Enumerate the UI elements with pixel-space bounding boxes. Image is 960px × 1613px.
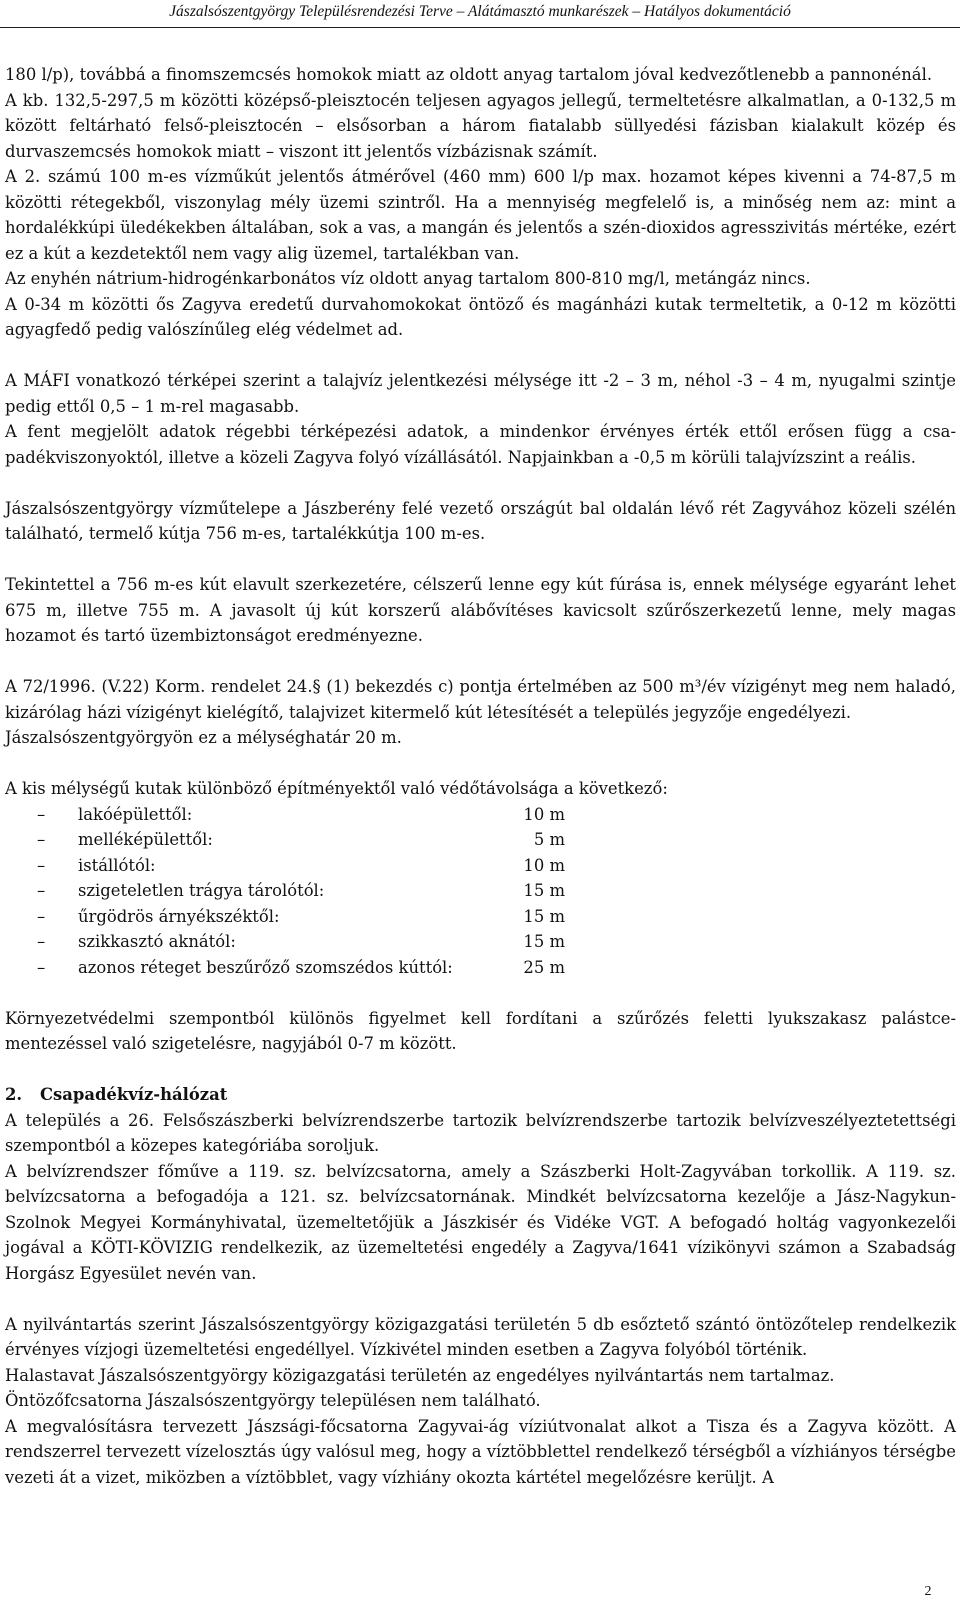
spacer <box>5 751 956 777</box>
paragraph: Jászalsószentgyörgyön ez a mélységhatár 20 m. <box>5 728 402 747</box>
list-dash: – <box>37 881 46 900</box>
paragraph: A belvízrendszer főműve a 119. sz. belvízcsatorna, amely a Szászberki Holt-Zagyvában torkollik. A 119. sz. belvízcsatorna a befogadója a 121. sz. belvízcsatornának. Mindkét belvízcsatorna kezelője a Jász-Nagykun-Szolnok Megyei Kormányhivatal, üzemeltetőjük a Jászkisér és Vidéke VGT. A befogadó holtág vagyonkezelői jogával a KÖTI-KÖVIZIG rendelkezik, az üzemeltetési engedély a Zagyva/1641 vízikönyvi számon a Szabadság Horgász Egyesület nevén van. <box>5 1161 956 1283</box>
spacer <box>5 470 956 496</box>
paragraph: A megvalósításra tervezett Jászsági-főcsatorna Zagyvai-ág víziútvonalat alkot a Tisza és a Zagyva között. A rendszerrel tervezett vízelosztás úgy valósul meg, hogy a víztöbblettel rendelkező térségből a vízhiányos térségbe vezeti át a vizet, miközben a víztöbblet, vagy vízhiány okozta kártétel megelőzésre kerüljt. A <box>5 1416 956 1487</box>
distance-label: lakóépülettől: <box>78 804 193 824</box>
paragraph: A MÁFI vonatkozó térképei szerint a talajvíz jelentkezési mélysége itt -2 – 3 m, néhol -3 – 4 m, nyugalmi szintje pedig ettől 0,5 – 1 m-rel magasabb. <box>5 371 956 416</box>
page-header <box>0 0 960 26</box>
distance-value: 15 m <box>523 906 565 926</box>
header-title: Jászalsószentgyörgy Településrendezési Terve – Alátámasztó munkarészek – Hatályos dokumentáció <box>169 3 791 20</box>
paragraph: A fent megjelölt adatok régebbi térképezési adatok, a mindenkor érvényes érték ettől erősen függ a csapadékviszonyoktól, illetve a közeli Zagyva folyó vízállásától. Napjainkban a -0,5 m körüli talajvízszint a reális. <box>5 422 956 467</box>
paragraph: 180 l/p), továbbá a finomszemcsés homokok miatt az oldott anyag tartalom jóval kedvezőtlenebb a pannonénál. <box>5 65 933 84</box>
list-item <box>5 929 956 955</box>
list-item <box>5 878 956 904</box>
distance-value: 15 m <box>523 932 565 951</box>
distance-label: istállótól: <box>78 855 156 875</box>
paragraph: A 0-34 m közötti ős Zagyva eredetű durvahomokokat öntöző és magánházi kutak termeltetik, a 0-12 m közötti agyagfedő pedig valószínűleg elég védelmet ad. <box>5 294 956 339</box>
paragraph: A 72/1996. (V.22) Korm. rendelet 24.§ (1) bekezdés c) pontja értelmében az 500 m³/év vízigényt meg nem haladó, kizárólag házi vízigényt kielégítő, talajvizet kitermelő kút létesítését a település jegyzője engedélyezi. <box>5 677 956 722</box>
list-item <box>5 853 956 879</box>
list-dash: – <box>37 830 46 849</box>
paragraph: Öntözőfcsatorna Jászalsószentgyörgy településen nem található. <box>5 1391 541 1410</box>
header-divider <box>0 27 960 28</box>
distance-value: 25 m <box>523 957 565 977</box>
spacer <box>5 1057 956 1083</box>
protection-distance-list <box>5 802 956 981</box>
distance-value: 10 m <box>523 855 565 875</box>
list-item <box>5 904 956 930</box>
spacer <box>5 1286 956 1312</box>
distance-label: űrgödrös árnyékszéktől: <box>78 906 280 926</box>
list-dash: – <box>37 804 46 824</box>
list-dash: – <box>37 957 46 977</box>
paragraph: Az enyhén nátrium-hidrogénkarbonátos víz oldott anyag tartalom 800-810 mg/l, metángáz nincs. <box>5 269 811 288</box>
paragraph: A kb. 132,5-297,5 m közötti középső-pleisztocén teljesen agyagos jellegű, termeltetésre alkalmatlan, a 0-132,5 m között feltárható felső-pleisztocén – elsősorban a három fiatalabb süllyedési fázisban kialakult közép és durvaszemcsés homokok miatt – viszont itt jelentős vízbázisnak számít. <box>5 90 956 161</box>
distance-value: 15 m <box>523 881 565 900</box>
list-item <box>5 802 956 828</box>
distance-label: szigeteletlen trágya tárolótól: <box>78 881 325 900</box>
paragraph: Jászalsószentgyörgy vízműtelepe a Jászberény felé vezető országút bal oldalán lévő rét Zagyvához közeli szélén található, termelő kútja 756 m-es, tartalékkútja 100 m-es. <box>5 498 956 543</box>
distance-label: szikkasztó aknától: <box>78 932 236 951</box>
paragraph: A település a 26. Felsőszászberki belvízrendszerbe tartozik belvízrendszerbe tartozik belvízveszélyeztetettségi szempontból a közepes kategóriába soroljuk. <box>5 1110 956 1155</box>
paragraph: A nyilvántartás szerint Jászalsószentgyörgy közigazgatási területén 5 db esőztető szántó öntözőtelep rendelkezik érvényes vízjogi üzemeltetési engedéllyel. Vízkivétel minden esetben a Zagyva folyóból történik. <box>5 1314 956 1359</box>
distance-value: 10 m <box>523 804 565 824</box>
page-number: 2 <box>924 1584 932 1599</box>
distance-label: melléképülettől: <box>78 830 213 849</box>
paragraph: A kis mélységű kutak különböző építményektől való védőtávolsága a következő: <box>5 779 668 798</box>
spacer <box>5 980 956 1006</box>
document-body <box>5 62 956 1490</box>
list-item <box>5 827 956 853</box>
paragraph: Tekintettel a 756 m-es kút elavult szerkezetére, célszerű lenne egy kút fúrása is, ennek mélysége egyaránt lehet 675 m, illetve 755 m. A javasolt új kút korszerű alábővítéses kavicsolt szűrőszerkezetű lenne, mely magas hozamot és tartó üzembiztonságot eredményezne. <box>5 575 956 645</box>
paragraph: Halastavat Jászalsószentgyörgy közigazgatási területén az engedélyes nyilvántartás nem tartalmaz. <box>5 1365 835 1385</box>
spacer <box>5 649 956 675</box>
section-number: 2. <box>5 1085 23 1104</box>
section-title: Csapadékvíz-hálózat <box>40 1085 228 1104</box>
list-dash: – <box>37 906 46 926</box>
paragraph: A 2. számú 100 m-es vízműkút jelentős átmérővel (460 mm) 600 l/p max. hozamot képes kivenni a 74-87,5 m közötti rétegekből, viszonylag mély üzemi szintről. Ha a mennyiség megfelelő is, a minőség nem az: mint a hordalékkúpi üledékekben általában, sok a vas, a mangán és jelentős a szén-dioxidos agresszivitás mértéke, ezért ez a kút a kezdetektől nem vagy alig üzemel, tartalékban van. <box>5 167 956 263</box>
list-dash: – <box>37 855 46 875</box>
spacer <box>5 547 956 573</box>
distance-label: azonos réteget beszűrőző szomszédos kúttól: <box>78 957 453 977</box>
spacer <box>5 343 956 369</box>
paragraph: Környezetvédelmi szempontból különös figyelmet kell fordítani a szűrőzés feletti lyukszakasz palástcementezéssel való szigetelésre, nagyjából 0-7 m között. <box>5 1008 956 1053</box>
section-heading <box>5 1082 956 1108</box>
list-dash: – <box>37 932 46 951</box>
distance-value: 5 m <box>533 830 565 849</box>
list-item <box>5 955 956 981</box>
